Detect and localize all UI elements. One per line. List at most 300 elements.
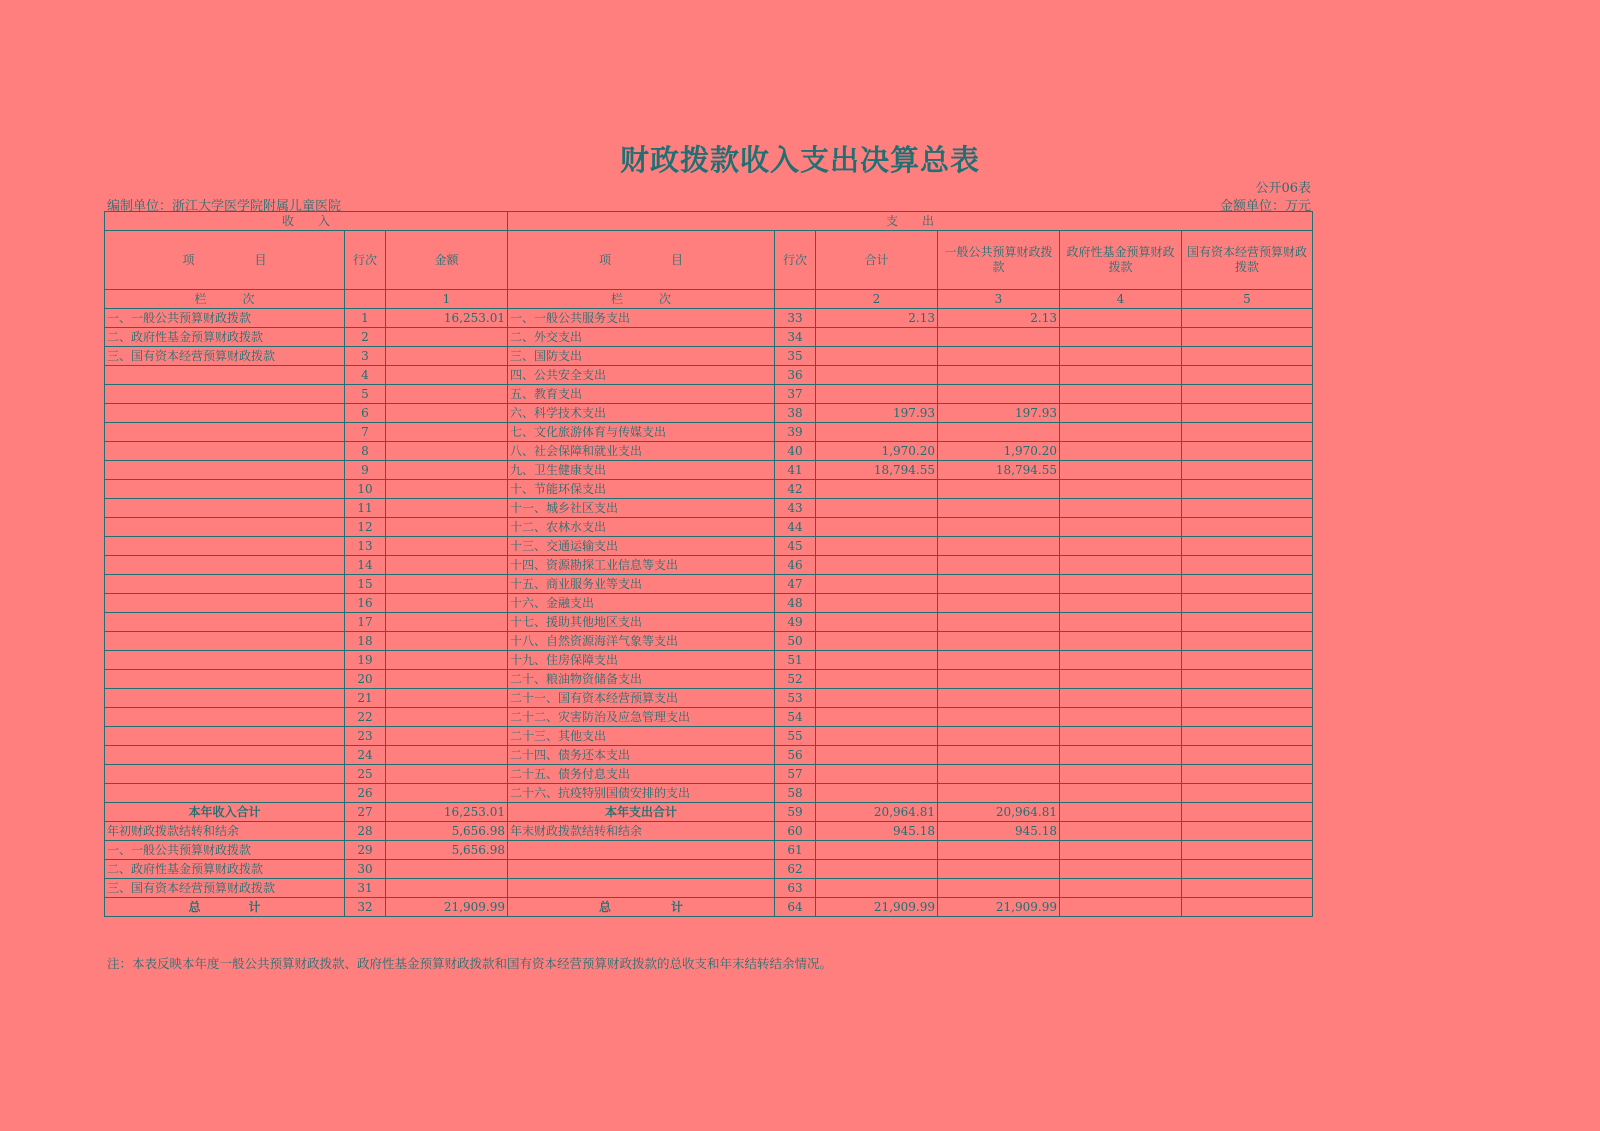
total-cell: 2.13 <box>816 309 938 328</box>
income-item-cell <box>105 746 345 765</box>
table-row <box>105 423 1313 442</box>
fund-budget-cell <box>1060 423 1182 442</box>
expense-row-no-cell: 37 <box>775 385 816 404</box>
expense-row-no-cell: 33 <box>775 309 816 328</box>
state-capital-cell <box>1182 613 1313 632</box>
state-capital-cell <box>1182 423 1313 442</box>
lanci-blank <box>775 290 816 309</box>
total-cell: 18,794.55 <box>816 461 938 480</box>
state-capital-cell <box>1182 594 1313 613</box>
expense-item-cell: 二十三、其他支出 <box>508 727 775 746</box>
total-cell <box>816 841 938 860</box>
expense-row-no-cell: 62 <box>775 860 816 879</box>
income-amount-cell <box>386 765 508 784</box>
income-row-no-cell: 6 <box>345 404 386 423</box>
expense-row-no-cell: 38 <box>775 404 816 423</box>
income-amount-cell <box>386 480 508 499</box>
income-amount-cell <box>386 347 508 366</box>
fund-budget-cell <box>1060 879 1182 898</box>
expense-row-no-cell: 36 <box>775 366 816 385</box>
total-cell <box>816 765 938 784</box>
footnote: 注：本表反映本年度一般公共预算财政拨款、政府性基金预算财政拨款和国有资本经营预算财政拨款的总收支和年末结转结余情况。 <box>107 956 833 971</box>
income-amount-cell: 5,656.98 <box>386 822 508 841</box>
income-amount-cell <box>386 442 508 461</box>
table-row <box>105 632 1313 651</box>
lanci-label-right: 栏 次 <box>508 290 775 309</box>
column-header-row <box>105 231 1313 290</box>
lanci-col1: 1 <box>386 290 508 309</box>
income-amount-cell <box>386 518 508 537</box>
expense-row-no-cell: 53 <box>775 689 816 708</box>
income-item-cell <box>105 518 345 537</box>
total-cell <box>816 879 938 898</box>
expense-item-cell: 二十五、债务付息支出 <box>508 765 775 784</box>
general-budget-cell: 197.93 <box>938 404 1060 423</box>
fund-budget-cell <box>1060 613 1182 632</box>
general-budget-cell <box>938 613 1060 632</box>
income-amount-cell <box>386 366 508 385</box>
fund-budget-cell <box>1060 537 1182 556</box>
income-section-header: 收 入 <box>105 212 508 231</box>
fund-budget-cell <box>1060 309 1182 328</box>
general-budget-cell <box>938 746 1060 765</box>
fund-budget-cell <box>1060 822 1182 841</box>
income-amount-cell <box>386 594 508 613</box>
state-capital-cell <box>1182 461 1313 480</box>
general-budget-cell <box>938 366 1060 385</box>
income-row-no-cell: 24 <box>345 746 386 765</box>
state-capital-cell <box>1182 518 1313 537</box>
income-row-no-cell: 18 <box>345 632 386 651</box>
state-capital-cell <box>1182 689 1313 708</box>
state-capital-header: 国有资本经营预算财政拨款 <box>1182 231 1313 290</box>
income-row-no-cell: 19 <box>345 651 386 670</box>
fund-budget-cell <box>1060 708 1182 727</box>
general-budget-cell <box>938 518 1060 537</box>
general-budget-cell <box>938 328 1060 347</box>
general-budget-cell: 1,970.20 <box>938 442 1060 461</box>
state-capital-cell <box>1182 385 1313 404</box>
expense-row-no-cell: 43 <box>775 499 816 518</box>
expense-item-cell: 十、节能环保支出 <box>508 480 775 499</box>
income-item-cell: 年初财政拨款结转和结余 <box>105 822 345 841</box>
expense-row-no-cell: 56 <box>775 746 816 765</box>
general-budget-cell <box>938 347 1060 366</box>
income-row-no-cell: 16 <box>345 594 386 613</box>
income-item-cell <box>105 784 345 803</box>
total-cell <box>816 499 938 518</box>
table-row <box>105 822 1313 841</box>
expense-item-cell: 九、卫生健康支出 <box>508 461 775 480</box>
total-cell <box>816 556 938 575</box>
state-capital-cell <box>1182 404 1313 423</box>
total-cell <box>816 651 938 670</box>
expense-item-cell: 二十二、灾害防治及应急管理支出 <box>508 708 775 727</box>
total-cell <box>816 613 938 632</box>
expense-item-cell: 总 计 <box>508 898 775 917</box>
expense-item-cell: 五、教育支出 <box>508 385 775 404</box>
income-item-cell <box>105 632 345 651</box>
state-capital-cell <box>1182 328 1313 347</box>
general-budget-cell <box>938 499 1060 518</box>
state-capital-cell <box>1182 746 1313 765</box>
fund-budget-cell <box>1060 803 1182 822</box>
income-amount-cell: 5,656.98 <box>386 841 508 860</box>
expense-row-no-cell: 54 <box>775 708 816 727</box>
state-capital-cell <box>1182 803 1313 822</box>
income-amount-cell: 16,253.01 <box>386 803 508 822</box>
expense-section-header: 支 出 <box>508 212 1313 231</box>
table-row <box>105 879 1313 898</box>
state-capital-cell <box>1182 442 1313 461</box>
fund-budget-cell <box>1060 898 1182 917</box>
state-capital-cell <box>1182 822 1313 841</box>
table-row <box>105 689 1313 708</box>
total-cell <box>816 347 938 366</box>
fund-budget-cell <box>1060 594 1182 613</box>
general-budget-cell <box>938 879 1060 898</box>
income-item-cell <box>105 575 345 594</box>
income-amount-cell <box>386 670 508 689</box>
income-row-no-cell: 25 <box>345 765 386 784</box>
total-cell <box>816 385 938 404</box>
expense-row-no-cell: 40 <box>775 442 816 461</box>
income-item-cell: 二、政府性基金预算财政拨款 <box>105 860 345 879</box>
general-budget-cell <box>938 480 1060 499</box>
fund-budget-cell <box>1060 518 1182 537</box>
income-row-no-cell: 30 <box>345 860 386 879</box>
income-amount-cell <box>386 651 508 670</box>
fund-budget-cell <box>1060 632 1182 651</box>
income-item-cell: 三、国有资本经营预算财政拨款 <box>105 879 345 898</box>
expense-row-no-cell: 52 <box>775 670 816 689</box>
expense-item-cell: 一、一般公共服务支出 <box>508 309 775 328</box>
fund-budget-cell <box>1060 841 1182 860</box>
general-budget-cell <box>938 860 1060 879</box>
expense-item-cell: 十五、商业服务业等支出 <box>508 575 775 594</box>
state-capital-cell <box>1182 898 1313 917</box>
table-row <box>105 366 1313 385</box>
state-capital-cell <box>1182 841 1313 860</box>
expense-row-no-cell: 55 <box>775 727 816 746</box>
income-item-cell <box>105 727 345 746</box>
state-capital-cell <box>1182 708 1313 727</box>
expense-row-no-cell: 50 <box>775 632 816 651</box>
expense-item-cell <box>508 860 775 879</box>
general-budget-cell <box>938 556 1060 575</box>
expense-item-cell: 四、公共安全支出 <box>508 366 775 385</box>
income-amount-cell <box>386 689 508 708</box>
income-amount-cell: 16,253.01 <box>386 309 508 328</box>
general-budget-header: 一般公共预算财政拨款 <box>938 231 1060 290</box>
expense-item-cell: 十二、农林水支出 <box>508 518 775 537</box>
state-capital-cell <box>1182 366 1313 385</box>
general-budget-cell <box>938 727 1060 746</box>
income-row-no-cell: 17 <box>345 613 386 632</box>
income-row-no-cell: 23 <box>345 727 386 746</box>
total-cell <box>816 575 938 594</box>
expense-item-cell: 八、社会保障和就业支出 <box>508 442 775 461</box>
income-row-no-cell: 4 <box>345 366 386 385</box>
expense-row-no-cell: 46 <box>775 556 816 575</box>
expense-item-cell: 十七、援助其他地区支出 <box>508 613 775 632</box>
income-amount-cell <box>386 575 508 594</box>
state-capital-cell <box>1182 499 1313 518</box>
expense-item-cell <box>508 841 775 860</box>
expense-item-cell: 十八、自然资源海洋气象等支出 <box>508 632 775 651</box>
income-amount-cell <box>386 746 508 765</box>
table-row <box>105 746 1313 765</box>
total-cell <box>816 328 938 347</box>
income-row-no-cell: 13 <box>345 537 386 556</box>
income-amount-cell <box>386 537 508 556</box>
total-cell <box>816 784 938 803</box>
table-row <box>105 594 1313 613</box>
fund-budget-cell <box>1060 670 1182 689</box>
expense-item-cell: 七、文化旅游体育与传媒支出 <box>508 423 775 442</box>
table-row <box>105 841 1313 860</box>
table-row <box>105 670 1313 689</box>
general-budget-cell <box>938 423 1060 442</box>
state-capital-cell <box>1182 480 1313 499</box>
expense-row-no-cell: 49 <box>775 613 816 632</box>
general-budget-cell <box>938 708 1060 727</box>
lanci-label-left: 栏 次 <box>105 290 345 309</box>
total-cell <box>816 746 938 765</box>
income-item-cell: 一、一般公共预算财政拨款 <box>105 309 345 328</box>
table-row <box>105 784 1313 803</box>
general-budget-cell <box>938 594 1060 613</box>
fund-budget-cell <box>1060 480 1182 499</box>
state-capital-cell <box>1182 575 1313 594</box>
total-cell <box>816 670 938 689</box>
table-row <box>105 518 1313 537</box>
expense-row-no-cell: 60 <box>775 822 816 841</box>
expense-item-cell: 三、国防支出 <box>508 347 775 366</box>
expense-item-cell: 二十四、债务还本支出 <box>508 746 775 765</box>
general-budget-cell: 20,964.81 <box>938 803 1060 822</box>
general-budget-cell <box>938 651 1060 670</box>
lanci-col4: 4 <box>1060 290 1182 309</box>
income-item-cell <box>105 537 345 556</box>
expense-row-no-cell: 41 <box>775 461 816 480</box>
budget-table <box>104 211 1313 917</box>
lanci-col3: 3 <box>938 290 1060 309</box>
income-item-cell <box>105 765 345 784</box>
income-row-no-cell: 3 <box>345 347 386 366</box>
income-row-no-cell: 29 <box>345 841 386 860</box>
total-cell <box>816 423 938 442</box>
expense-row-no-cell: 35 <box>775 347 816 366</box>
table-row <box>105 575 1313 594</box>
fund-budget-cell <box>1060 461 1182 480</box>
income-item-cell <box>105 613 345 632</box>
income-item-cell <box>105 423 345 442</box>
income-row-no-cell: 22 <box>345 708 386 727</box>
fund-budget-cell <box>1060 860 1182 879</box>
income-item-cell: 二、政府性基金预算财政拨款 <box>105 328 345 347</box>
general-budget-cell <box>938 765 1060 784</box>
table-row <box>105 347 1313 366</box>
table-row <box>105 328 1313 347</box>
income-amount-cell <box>386 784 508 803</box>
state-capital-cell <box>1182 784 1313 803</box>
income-row-no-cell: 11 <box>345 499 386 518</box>
income-row-no-cell: 32 <box>345 898 386 917</box>
expense-row-no-cell: 51 <box>775 651 816 670</box>
expense-row-no-header: 行次 <box>775 231 816 290</box>
total-cell <box>816 366 938 385</box>
income-row-no-cell: 9 <box>345 461 386 480</box>
income-row-no-cell: 15 <box>345 575 386 594</box>
income-amount-cell <box>386 328 508 347</box>
table-row <box>105 613 1313 632</box>
income-item-header: 项 目 <box>105 231 345 290</box>
expense-item-cell: 十三、交通运输支出 <box>508 537 775 556</box>
income-item-cell <box>105 461 345 480</box>
table-row <box>105 898 1313 917</box>
table-row <box>105 309 1313 328</box>
general-budget-cell <box>938 632 1060 651</box>
table-row <box>105 765 1313 784</box>
income-amount-cell <box>386 613 508 632</box>
state-capital-cell <box>1182 309 1313 328</box>
income-row-no-cell: 10 <box>345 480 386 499</box>
income-item-cell <box>105 594 345 613</box>
total-cell: 945.18 <box>816 822 938 841</box>
expense-row-no-cell: 47 <box>775 575 816 594</box>
total-cell <box>816 480 938 499</box>
lanci-col2: 2 <box>816 290 938 309</box>
income-amount-cell <box>386 632 508 651</box>
income-item-cell <box>105 670 345 689</box>
form-number: 公开06表 <box>1255 181 1311 196</box>
table-row <box>105 404 1313 423</box>
expense-item-cell: 年末财政拨款结转和结余 <box>508 822 775 841</box>
fund-budget-cell <box>1060 746 1182 765</box>
income-row-no-cell: 27 <box>345 803 386 822</box>
income-amount-cell <box>386 860 508 879</box>
expense-item-cell: 十九、住房保障支出 <box>508 651 775 670</box>
income-item-cell <box>105 499 345 518</box>
table-row <box>105 461 1313 480</box>
expense-item-cell: 十四、资源勘探工业信息等支出 <box>508 556 775 575</box>
page-title: 财政拨款收入支出决算总表 <box>619 143 980 177</box>
table-row <box>105 556 1313 575</box>
section-header-row <box>105 212 1313 231</box>
income-amount-cell <box>386 385 508 404</box>
expense-row-no-cell: 39 <box>775 423 816 442</box>
expense-row-no-cell: 48 <box>775 594 816 613</box>
income-row-no-cell: 8 <box>345 442 386 461</box>
fund-budget-cell <box>1060 385 1182 404</box>
income-row-no-cell: 2 <box>345 328 386 347</box>
total-cell <box>816 632 938 651</box>
state-capital-cell <box>1182 347 1313 366</box>
total-cell: 1,970.20 <box>816 442 938 461</box>
income-item-cell <box>105 442 345 461</box>
total-header: 合计 <box>816 231 938 290</box>
general-budget-cell <box>938 537 1060 556</box>
income-item-cell <box>105 651 345 670</box>
expense-item-cell: 十一、城乡社区支出 <box>508 499 775 518</box>
lanci-col5: 5 <box>1182 290 1313 309</box>
income-item-cell <box>105 480 345 499</box>
expense-row-no-cell: 59 <box>775 803 816 822</box>
expense-item-cell <box>508 879 775 898</box>
expense-item-cell: 二、外交支出 <box>508 328 775 347</box>
fund-budget-cell <box>1060 404 1182 423</box>
table-row <box>105 860 1313 879</box>
expense-item-cell: 本年支出合计 <box>508 803 775 822</box>
income-amount-cell <box>386 556 508 575</box>
income-item-cell: 三、国有资本经营预算财政拨款 <box>105 347 345 366</box>
income-item-cell: 一、一般公共预算财政拨款 <box>105 841 345 860</box>
income-item-cell: 本年收入合计 <box>105 803 345 822</box>
total-cell: 21,909.99 <box>816 898 938 917</box>
income-row-no-cell: 14 <box>345 556 386 575</box>
income-row-no-cell: 7 <box>345 423 386 442</box>
income-amount-cell <box>386 727 508 746</box>
fund-budget-cell <box>1060 784 1182 803</box>
general-budget-cell: 2.13 <box>938 309 1060 328</box>
total-cell <box>816 537 938 556</box>
table-row <box>105 651 1313 670</box>
expense-row-no-cell: 61 <box>775 841 816 860</box>
total-cell: 20,964.81 <box>816 803 938 822</box>
expense-row-no-cell: 45 <box>775 537 816 556</box>
expense-row-no-cell: 58 <box>775 784 816 803</box>
income-row-no-cell: 28 <box>345 822 386 841</box>
fund-budget-cell <box>1060 442 1182 461</box>
column-number-row <box>105 290 1313 309</box>
total-cell <box>816 518 938 537</box>
state-capital-cell <box>1182 632 1313 651</box>
income-amount-cell <box>386 499 508 518</box>
lanci-blank <box>345 290 386 309</box>
income-row-no-header: 行次 <box>345 231 386 290</box>
general-budget-cell: 21,909.99 <box>938 898 1060 917</box>
income-amount-header: 金额 <box>386 231 508 290</box>
income-item-cell <box>105 708 345 727</box>
organization-label: 编制单位：浙江大学医学院附属儿童医院 <box>107 199 342 214</box>
total-cell <box>816 727 938 746</box>
general-budget-cell: 945.18 <box>938 822 1060 841</box>
fund-budget-cell <box>1060 347 1182 366</box>
table-row <box>105 727 1313 746</box>
fund-budget-cell <box>1060 727 1182 746</box>
income-item-cell: 总 计 <box>105 898 345 917</box>
expense-row-no-cell: 64 <box>775 898 816 917</box>
total-cell <box>816 689 938 708</box>
income-row-no-cell: 12 <box>345 518 386 537</box>
income-row-no-cell: 20 <box>345 670 386 689</box>
income-item-cell <box>105 385 345 404</box>
income-item-cell <box>105 556 345 575</box>
table-row <box>105 480 1313 499</box>
table-row <box>105 385 1313 404</box>
state-capital-cell <box>1182 670 1313 689</box>
expense-row-no-cell: 42 <box>775 480 816 499</box>
income-amount-cell <box>386 404 508 423</box>
income-amount-cell <box>386 461 508 480</box>
table-row <box>105 499 1313 518</box>
total-cell <box>816 860 938 879</box>
general-budget-cell <box>938 689 1060 708</box>
state-capital-cell <box>1182 537 1313 556</box>
expense-row-no-cell: 44 <box>775 518 816 537</box>
total-cell <box>816 708 938 727</box>
